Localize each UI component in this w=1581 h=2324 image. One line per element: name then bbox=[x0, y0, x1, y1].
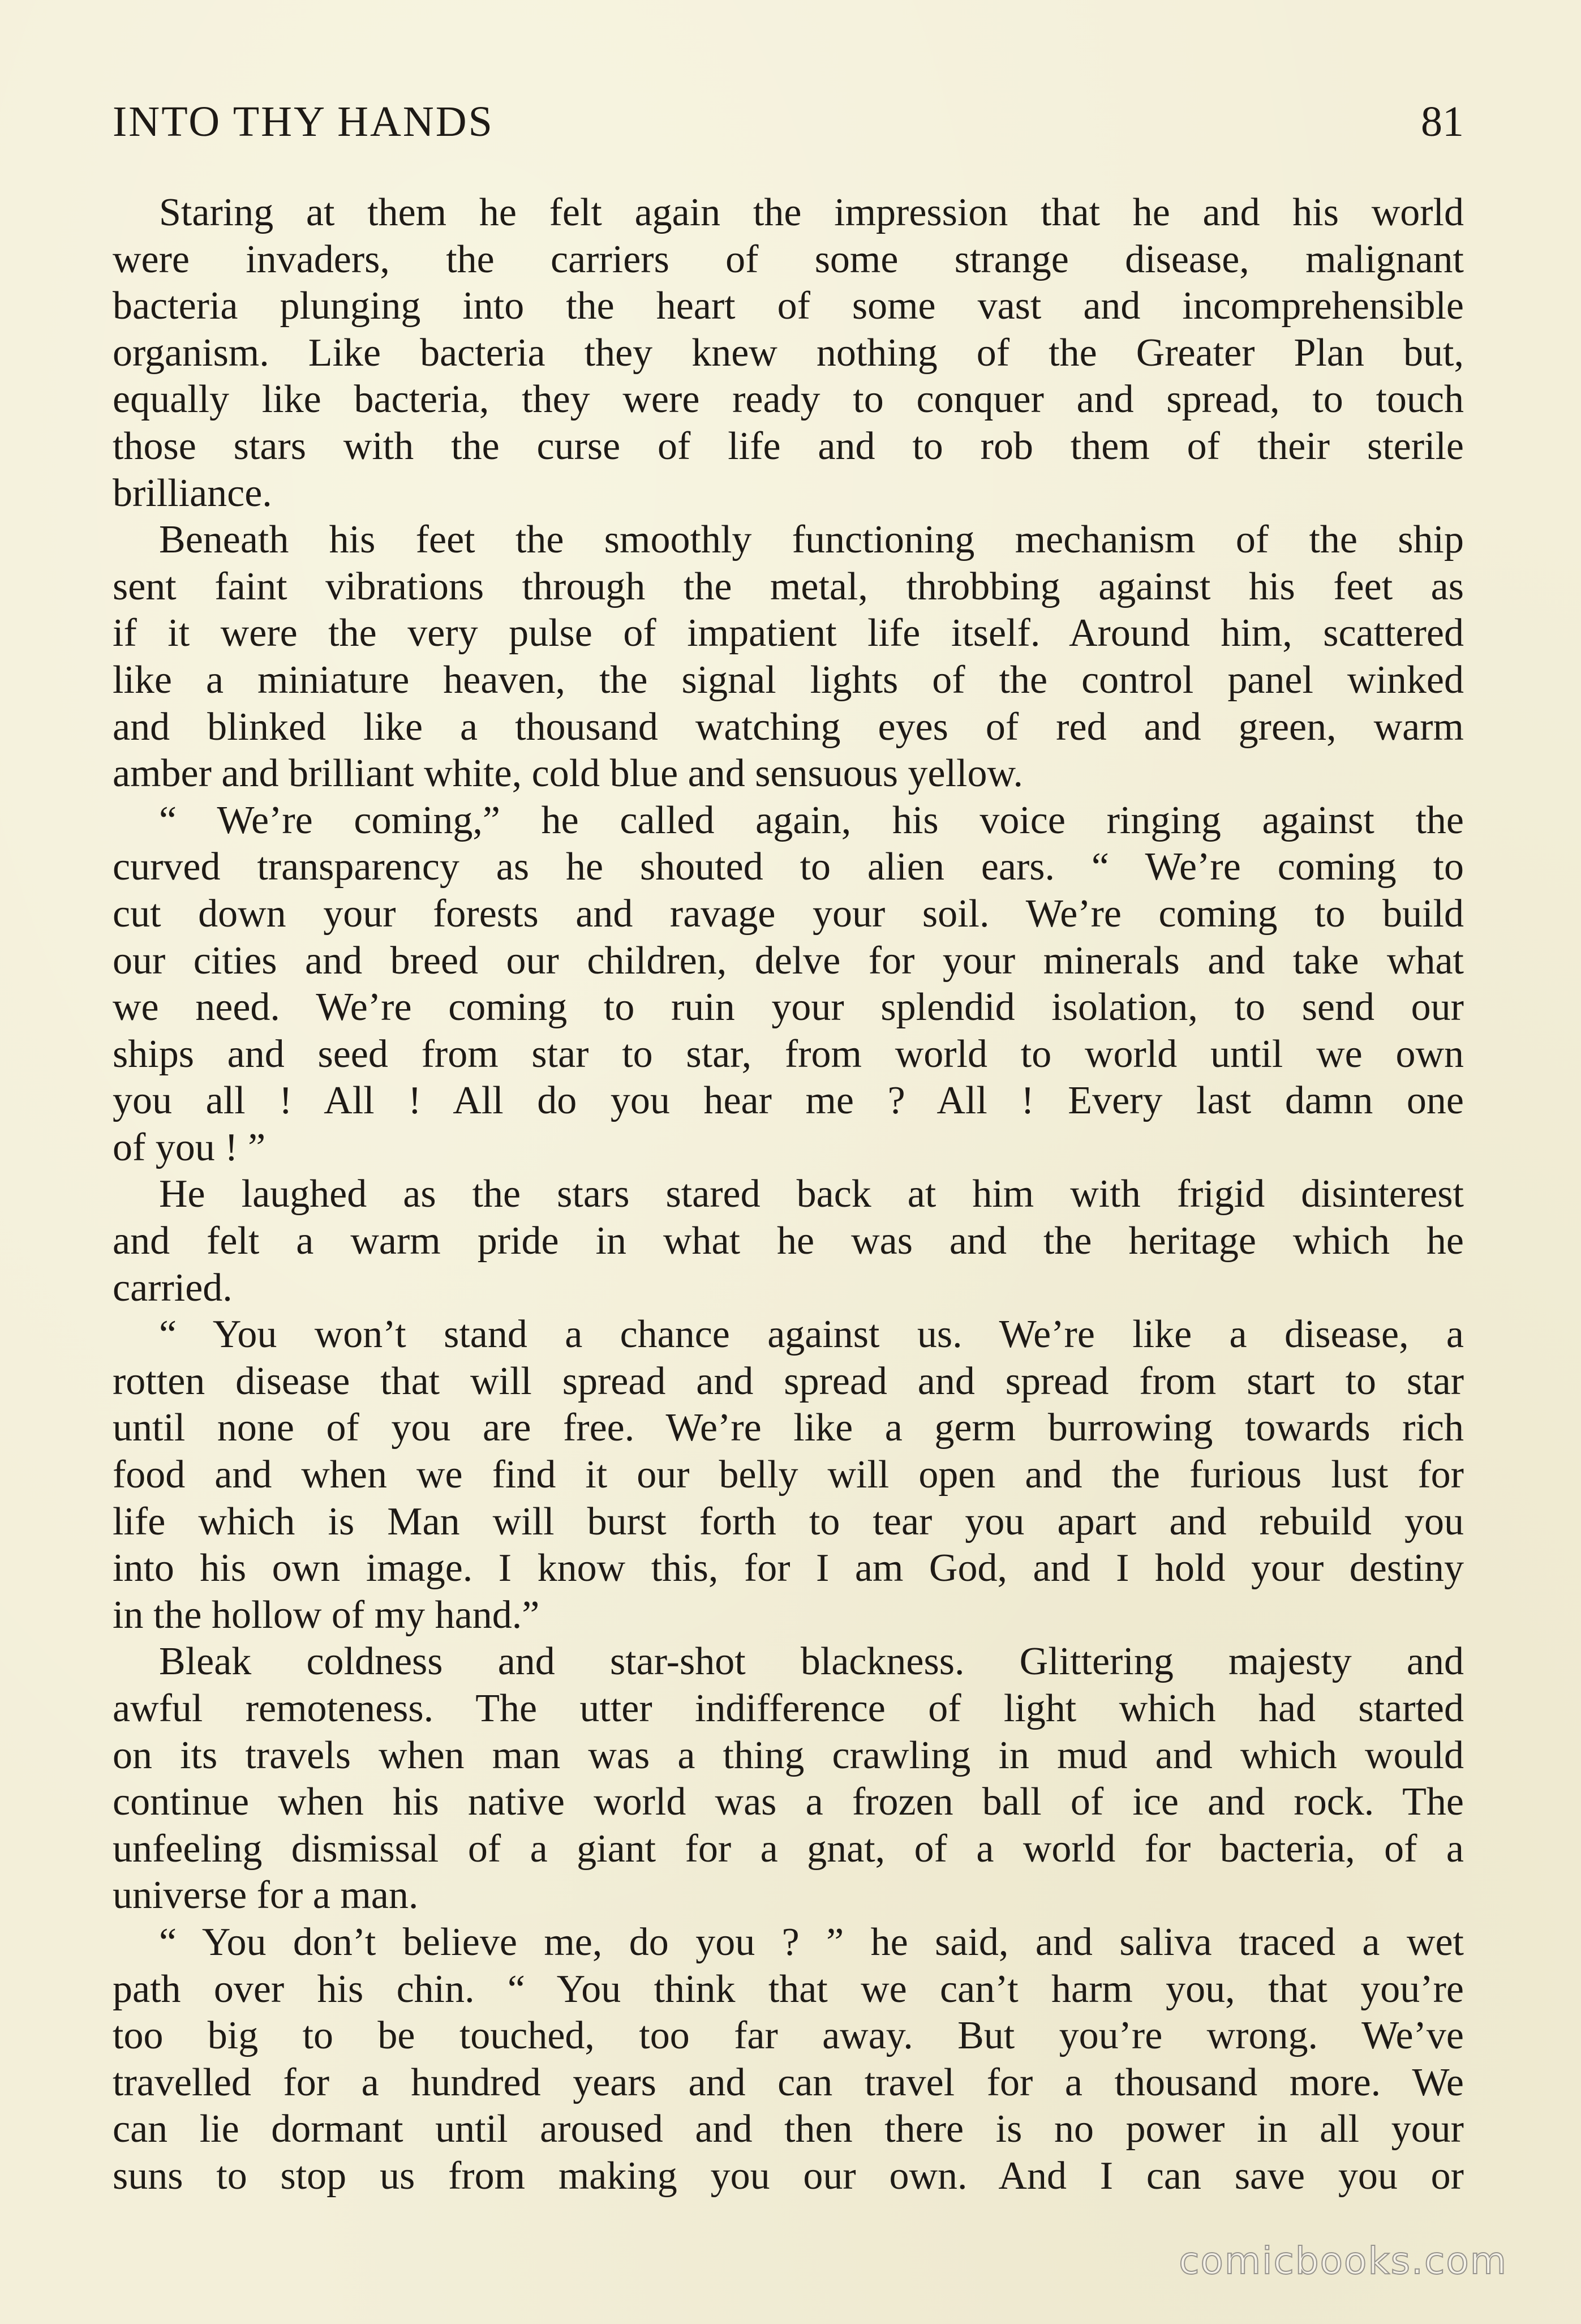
page-number: 81 bbox=[1421, 98, 1464, 145]
text-line: food and when we find it our belly will open and the furious lust for bbox=[113, 1453, 1464, 1497]
text-line: on its travels when man was a thing crawling in mud and which would bbox=[113, 1733, 1464, 1777]
text-line: we need. We’re coming to ruin your splendid isolation, to send our bbox=[113, 985, 1464, 1030]
text-line: unfeeling dismissal of a giant for a gnat, of a world for bacteria, of a bbox=[113, 1826, 1464, 1871]
text-line: into his own image. I know this, for I am God, and I hold your destiny bbox=[113, 1546, 1464, 1590]
text-line: ships and seed from star to star, from world to world until we own bbox=[113, 1032, 1464, 1076]
text-line: Beneath his feet the smoothly functioning mechanism of the ship bbox=[159, 518, 1464, 562]
text-line: cut down your forests and ravage your soil. We’re coming to build bbox=[113, 891, 1464, 936]
text-line: in the hollow of my hand.” bbox=[113, 1593, 540, 1637]
text-line: universe for a man. bbox=[113, 1873, 419, 1918]
text-line: awful remoteness. The utter indifference of light which had started bbox=[113, 1687, 1464, 1730]
watermark: comicbooks.com bbox=[1179, 2239, 1507, 2283]
text-line: He laughed as the stars stared back at him with frigid disinterest bbox=[159, 1172, 1464, 1216]
text-line: “ You won’t stand a chance against us. We’re like a disease, a bbox=[159, 1313, 1464, 1357]
text-line: travelled for a hundred years and can travel for a thousand more. We bbox=[113, 2060, 1464, 2104]
text-line: too big to be touched, too far away. But you’re wrong. We’ve bbox=[113, 2014, 1464, 2058]
text-line: our cities and breed our children, delve for your minerals and take what bbox=[113, 938, 1464, 983]
text-line: bacteria plunging into the heart of some vast and incomprehensible bbox=[113, 284, 1464, 328]
text-line: sent faint vibrations through the metal, throbbing against his feet as bbox=[113, 564, 1464, 608]
text-line: organism. Like bacteria they knew nothing of the Greater Plan but, bbox=[113, 331, 1464, 375]
text-line: amber and brilliant white, cold blue and sensuous yellow. bbox=[113, 752, 1023, 796]
text-line: you all ! All ! All do you hear me ? All ! Every last damn one bbox=[113, 1079, 1464, 1123]
text-line: “ You don’t believe me, do you ? ” he said, and saliva traced a wet bbox=[159, 1920, 1464, 1964]
running-title: INTO THY HANDS bbox=[113, 98, 494, 145]
text-line: Bleak coldness and star-shot blackness. Glittering majesty and bbox=[159, 1640, 1464, 1684]
text-line: brilliance. bbox=[113, 471, 272, 515]
text-line: can lie dormant until aroused and then there is no power in all your bbox=[113, 2107, 1464, 2151]
text-line: rotten disease that will spread and spread and spread from start to star bbox=[113, 1359, 1464, 1403]
text-line: path over his chin. “ You think that we can’t harm you, that you’re bbox=[113, 1967, 1464, 2011]
text-line: Staring at them he felt again the impression that he and his world bbox=[159, 191, 1464, 234]
text-line: and blinked like a thousand watching eyes of red and green, warm bbox=[113, 705, 1464, 749]
text-line: suns to stop us from making you our own. And I can save you or bbox=[113, 2154, 1464, 2198]
text-line: life which is Man will burst forth to tear you apart and rebuild you bbox=[113, 1499, 1464, 1543]
text-line: carried. bbox=[113, 1266, 233, 1310]
text-line: if it were the very pulse of impatient life itself. Around him, scattered bbox=[113, 611, 1464, 655]
text-line: equally like bacteria, they were ready to conquer and spread, to touch bbox=[113, 378, 1464, 422]
text-line: those stars with the curse of life and to rob them of their sterile bbox=[113, 424, 1464, 468]
text-line: curved transparency as he shouted to alien ears. “ We’re coming to bbox=[113, 845, 1464, 889]
body-text bbox=[113, 190, 1464, 2200]
running-head bbox=[113, 91, 1464, 153]
text-line: were invaders, the carriers of some strange disease, malignant bbox=[113, 237, 1464, 281]
text-line: “ We’re coming,” he called again, his voice ringing against the bbox=[159, 798, 1464, 842]
text-line: and felt a warm pride in what he was and the heritage which he bbox=[113, 1219, 1464, 1263]
text-line: continue when his native world was a frozen ball of ice and rock. The bbox=[113, 1780, 1464, 1824]
text-line: of you ! ” bbox=[113, 1125, 266, 1169]
text-line: until none of you are free. We’re like a germ burrowing towards rich bbox=[113, 1406, 1464, 1450]
text-line: like a miniature heaven, the signal lights of the control panel winked bbox=[113, 658, 1464, 702]
